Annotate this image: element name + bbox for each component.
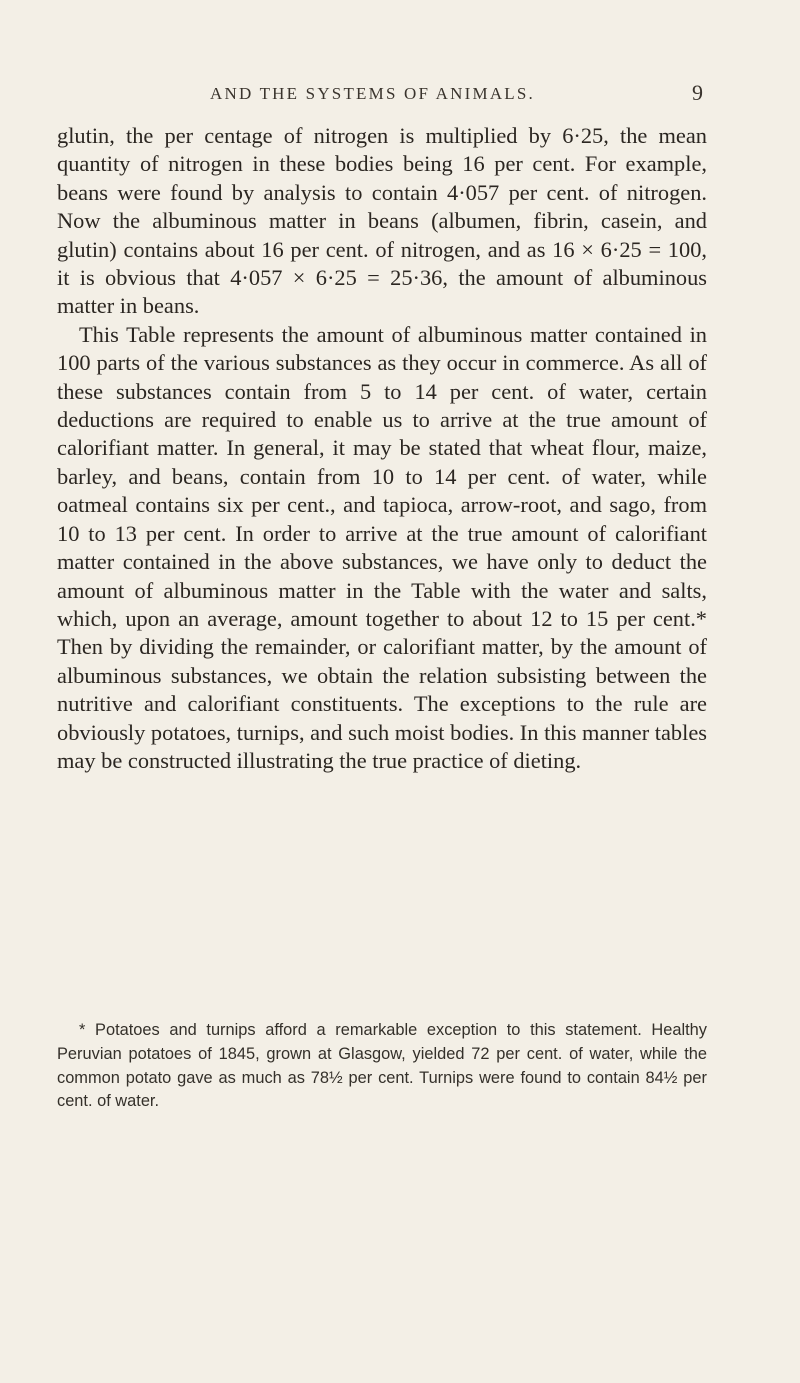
page-number: 9 xyxy=(692,80,703,105)
footnote-text: * Potatoes and turnips afford a remarkable exception to this statement. Healthy Peruvian potatoes of 1845, grown at Glasgow, yielded 72 per cent. of water, while the common potato gave as much as 78½ per cent. Turnips were found to contain 84½ per cent. of water. xyxy=(57,1021,707,1111)
paragraph: This Table represents the amount of albuminous matter contained in 100 parts of the various substances as they occur in commerce. As all of these substances contain from 5 to 14 per cent. of water, certain deductions are required to enable us to arrive at the true amount of calorifiant matter. In general, it may be stated that wheat flour, maize, barley, and beans, contain from 10 to 14 per cent. of water, while oatmeal contains six per cent., and tapioca, arrow-root, and sago, from 10 to 13 per cent. In order to arrive at the true amount of calorifiant matter contained in the above substances, we have only to deduct the amount of albuminous matter in the Table with the water and salts, which, upon an average, amount together to about 12 to 15 per cent.* Then by dividing the remainder, or calorifiant matter, by the amount of albuminous substances, we obtain the relation subsisting between the nutritive and calorifiant constituents. The exceptions to the rule are obviously potatoes, turnips, and such moist bodies. In this manner tables may be constructed illustrating the true practice of dieting. xyxy=(57,321,707,773)
footnote xyxy=(57,1019,707,1114)
running-head: AND THE SYSTEMS OF ANIMALS. xyxy=(210,84,535,103)
main-text xyxy=(57,122,707,775)
paragraph: glutin, the per centage of nitrogen is multiplied by 6·25, the mean quantity of nitrogen in these bodies being 16 per cent. For example, beans were found by analysis to contain 4·057 per cent. of nitrogen. Now the albuminous matter in beans (albumen, fibrin, casein, and glutin) contains about 16 per cent. of nitrogen, and as 16 × 6·25 = 100, it is obvious that 4·057 × 6·25 = 25·36, the amount of albuminous matter in beans. xyxy=(57,123,707,319)
